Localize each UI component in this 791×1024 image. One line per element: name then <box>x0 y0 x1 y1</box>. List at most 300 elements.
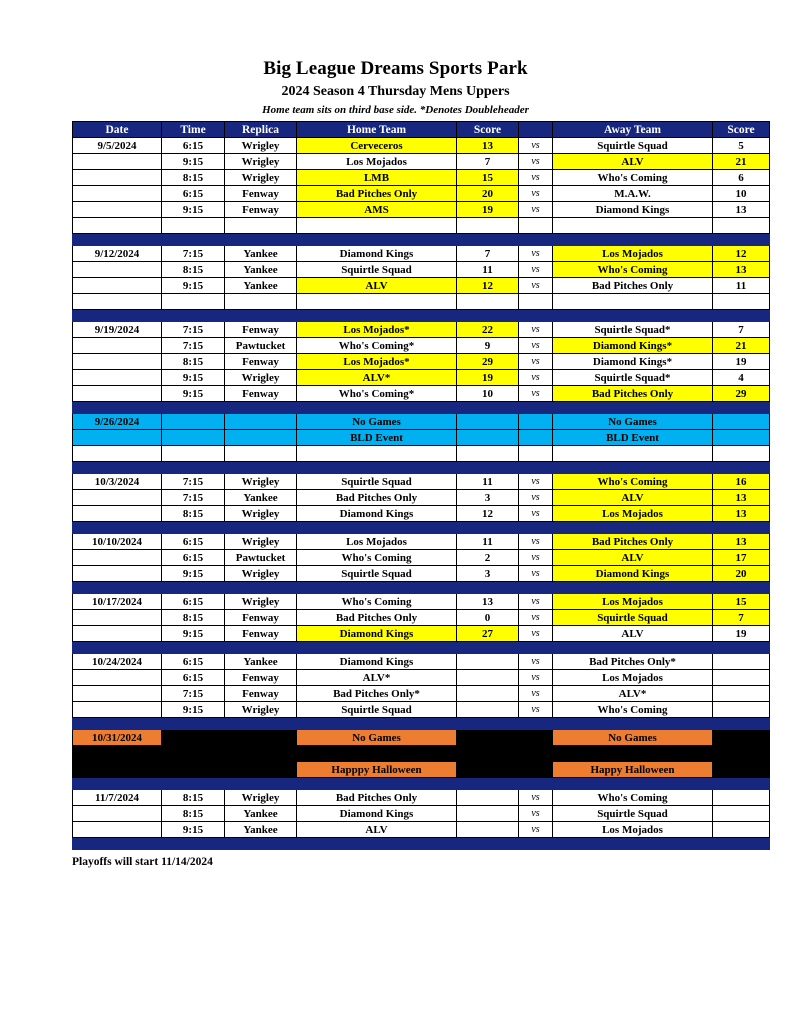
cell-replica: Pawtucket <box>225 550 297 566</box>
cell-home-score <box>457 806 519 822</box>
cell-away-team: Los Mojados <box>553 594 713 610</box>
table-row <box>73 278 770 294</box>
divider-cell <box>73 310 770 322</box>
cell-date <box>73 822 162 838</box>
cell-away-score: 11 <box>713 278 770 294</box>
header-row <box>73 122 770 138</box>
week-divider <box>73 642 770 654</box>
table-row <box>73 626 770 642</box>
page-note: Home team sits on third base side. *Denotes Doubleheader <box>262 104 529 116</box>
cell-vs: vs <box>519 154 553 170</box>
col-time: Time <box>162 122 225 138</box>
cell-time: 8:15 <box>162 506 225 522</box>
cell-home-score: 11 <box>457 534 519 550</box>
cell-away-score <box>713 414 770 430</box>
cell-home-score: 9 <box>457 338 519 354</box>
playoffs-note: Playoffs will start 11/14/2024 <box>72 856 213 868</box>
cell-away-team: Diamond Kings* <box>553 338 713 354</box>
cell-home-score <box>457 762 519 778</box>
cell-away-score <box>713 654 770 670</box>
spacer-cell <box>519 294 553 310</box>
week-divider <box>73 838 770 850</box>
table-row <box>73 654 770 670</box>
cell-home-score: 7 <box>457 154 519 170</box>
cell-away-score: 21 <box>713 338 770 354</box>
cell-replica: Fenway <box>225 686 297 702</box>
cell-away-score: 13 <box>713 202 770 218</box>
spacer-cell <box>519 446 553 462</box>
cell-home-team: Bad Pitches Only <box>297 490 457 506</box>
cell-time: 8:15 <box>162 170 225 186</box>
divider-cell <box>73 522 770 534</box>
cell-home-team: ALV <box>297 822 457 838</box>
week-divider <box>73 718 770 730</box>
cell-vs: vs <box>519 534 553 550</box>
spacer-cell <box>73 294 162 310</box>
cell-home-score: 13 <box>457 138 519 154</box>
cell-replica: Wrigley <box>225 594 297 610</box>
cell-time: 8:15 <box>162 610 225 626</box>
cell-away-team: No Games <box>553 414 713 430</box>
cell-date <box>73 566 162 582</box>
cell-date <box>73 670 162 686</box>
cell-time: 9:15 <box>162 202 225 218</box>
cell-time <box>162 414 225 430</box>
halloween-blank-cell <box>73 746 162 762</box>
cell-vs: vs <box>519 338 553 354</box>
cell-replica: Wrigley <box>225 154 297 170</box>
spacer-cell <box>553 218 713 234</box>
spacer-cell <box>713 294 770 310</box>
cell-home-score: 0 <box>457 610 519 626</box>
table-row <box>73 822 770 838</box>
col-home-score: Score <box>457 122 519 138</box>
table-row <box>73 594 770 610</box>
col-away-score: Score <box>713 122 770 138</box>
cell-home-team: Happpy Halloween <box>297 762 457 778</box>
cell-time: 7:15 <box>162 322 225 338</box>
cell-date: 10/24/2024 <box>73 654 162 670</box>
spacer-cell <box>162 218 225 234</box>
week-divider <box>73 778 770 790</box>
halloween-blank-cell <box>162 746 225 762</box>
cell-away-score: 5 <box>713 138 770 154</box>
cell-away-score: 7 <box>713 610 770 626</box>
cell-replica: Wrigley <box>225 790 297 806</box>
cell-home-score: 7 <box>457 246 519 262</box>
cell-away-score: 13 <box>713 534 770 550</box>
cell-vs: vs <box>519 138 553 154</box>
cell-vs: vs <box>519 322 553 338</box>
halloween-blank-cell <box>553 746 713 762</box>
cell-vs: vs <box>519 566 553 582</box>
halloween-row <box>73 730 770 746</box>
cell-replica: Wrigley <box>225 534 297 550</box>
spacer-cell <box>457 218 519 234</box>
cell-away-team: Diamond Kings <box>553 202 713 218</box>
cell-away-team: Happy Halloween <box>553 762 713 778</box>
cell-date: 9/5/2024 <box>73 138 162 154</box>
cell-away-team: BLD Event <box>553 430 713 446</box>
cell-date <box>73 610 162 626</box>
cell-time: 8:15 <box>162 790 225 806</box>
cell-away-score: 7 <box>713 322 770 338</box>
cell-home-score: 19 <box>457 370 519 386</box>
cell-away-team: Bad Pitches Only <box>553 534 713 550</box>
cell-date <box>73 762 162 778</box>
cell-away-team: Who's Coming <box>553 170 713 186</box>
divider-cell <box>73 402 770 414</box>
cell-away-score: 6 <box>713 170 770 186</box>
cell-date <box>73 490 162 506</box>
cell-replica: Fenway <box>225 202 297 218</box>
cell-home-team: Los Mojados <box>297 534 457 550</box>
cell-home-team: ALV* <box>297 670 457 686</box>
cell-date: 10/17/2024 <box>73 594 162 610</box>
cell-vs: vs <box>519 474 553 490</box>
cell-time: 6:15 <box>162 138 225 154</box>
divider-cell <box>73 838 770 850</box>
cell-time: 6:15 <box>162 534 225 550</box>
cell-time: 6:15 <box>162 550 225 566</box>
table-row <box>73 354 770 370</box>
spacer-cell <box>519 218 553 234</box>
spacer-cell <box>297 294 457 310</box>
cell-home-score <box>457 670 519 686</box>
cell-home-team: Bad Pitches Only <box>297 610 457 626</box>
spacer-cell <box>162 294 225 310</box>
halloween-blank-cell <box>457 746 519 762</box>
cell-home-team: Bad Pitches Only <box>297 186 457 202</box>
cell-replica: Fenway <box>225 626 297 642</box>
spacer-row <box>73 446 770 462</box>
cell-home-team: Squirtle Squad <box>297 566 457 582</box>
cell-date: 9/26/2024 <box>73 414 162 430</box>
cell-vs <box>519 762 553 778</box>
cell-away-score <box>713 806 770 822</box>
cell-home-score <box>457 822 519 838</box>
cell-away-score: 16 <box>713 474 770 490</box>
cell-home-team: Los Mojados <box>297 154 457 170</box>
cell-vs: vs <box>519 626 553 642</box>
cell-replica <box>225 762 297 778</box>
cell-replica: Wrigley <box>225 170 297 186</box>
cell-home-score: 27 <box>457 626 519 642</box>
cell-time: 8:15 <box>162 262 225 278</box>
cell-replica: Wrigley <box>225 566 297 582</box>
cell-home-team: Los Mojados* <box>297 322 457 338</box>
col-date: Date <box>73 122 162 138</box>
table-row <box>73 386 770 402</box>
cell-replica: Yankee <box>225 262 297 278</box>
cell-time: 7:15 <box>162 686 225 702</box>
cell-away-score <box>713 430 770 446</box>
cell-date <box>73 154 162 170</box>
cell-away-score: 13 <box>713 490 770 506</box>
spacer-cell <box>73 218 162 234</box>
cell-home-team: Who's Coming* <box>297 338 457 354</box>
cell-away-team: Bad Pitches Only <box>553 386 713 402</box>
spacer-row <box>73 218 770 234</box>
cell-date <box>73 806 162 822</box>
cell-away-team: Diamond Kings <box>553 566 713 582</box>
cell-away-team: Bad Pitches Only <box>553 278 713 294</box>
cell-vs: vs <box>519 386 553 402</box>
cell-replica <box>225 730 297 746</box>
cell-vs: vs <box>519 594 553 610</box>
spacer-cell <box>457 446 519 462</box>
cell-away-team: Who's Coming <box>553 262 713 278</box>
cell-replica: Pawtucket <box>225 338 297 354</box>
cell-replica: Wrigley <box>225 474 297 490</box>
spacer-row <box>73 294 770 310</box>
cell-date <box>73 430 162 446</box>
cell-away-team: Squirtle Squad <box>553 610 713 626</box>
cell-replica: Fenway <box>225 186 297 202</box>
cell-date <box>73 262 162 278</box>
cell-home-team: AMS <box>297 202 457 218</box>
page-title: Big League Dreams Sports Park <box>263 58 528 79</box>
table-row <box>73 338 770 354</box>
cell-home-score: 10 <box>457 386 519 402</box>
cell-away-score <box>713 762 770 778</box>
cell-home-team: Squirtle Squad <box>297 262 457 278</box>
cell-home-team: Diamond Kings <box>297 654 457 670</box>
cell-replica: Wrigley <box>225 702 297 718</box>
cell-time: 7:15 <box>162 338 225 354</box>
cell-replica: Yankee <box>225 278 297 294</box>
table-body <box>73 138 770 850</box>
cell-home-team: Diamond Kings <box>297 626 457 642</box>
cell-home-team: ALV* <box>297 370 457 386</box>
cell-home-score: 11 <box>457 262 519 278</box>
cell-away-score <box>713 790 770 806</box>
halloween-blank-cell <box>225 746 297 762</box>
cell-home-team: Squirtle Squad <box>297 474 457 490</box>
cell-home-team: Squirtle Squad <box>297 702 457 718</box>
divider-cell <box>73 234 770 246</box>
divider-cell <box>73 462 770 474</box>
cell-home-team: No Games <box>297 730 457 746</box>
spacer-cell <box>225 446 297 462</box>
cell-away-team: ALV <box>553 550 713 566</box>
cell-home-team: Who's Coming <box>297 550 457 566</box>
table-row <box>73 790 770 806</box>
cell-replica: Yankee <box>225 654 297 670</box>
cell-vs: vs <box>519 278 553 294</box>
cell-replica <box>225 430 297 446</box>
spacer-cell <box>162 446 225 462</box>
cell-vs: vs <box>519 686 553 702</box>
cell-time: 9:15 <box>162 154 225 170</box>
no-games-row <box>73 414 770 430</box>
cell-time: 7:15 <box>162 490 225 506</box>
divider-cell <box>73 718 770 730</box>
spacer-cell <box>457 294 519 310</box>
cell-date <box>73 386 162 402</box>
schedule-table <box>72 121 770 850</box>
cell-replica: Fenway <box>225 610 297 626</box>
week-divider <box>73 402 770 414</box>
cell-away-score: 20 <box>713 566 770 582</box>
cell-vs: vs <box>519 806 553 822</box>
spacer-cell <box>297 218 457 234</box>
cell-replica: Yankee <box>225 822 297 838</box>
table-row <box>73 490 770 506</box>
cell-time: 9:15 <box>162 566 225 582</box>
divider-cell <box>73 778 770 790</box>
cell-date: 9/12/2024 <box>73 246 162 262</box>
cell-vs <box>519 430 553 446</box>
cell-date: 9/19/2024 <box>73 322 162 338</box>
cell-away-score <box>713 822 770 838</box>
cell-away-score: 13 <box>713 506 770 522</box>
cell-vs: vs <box>519 370 553 386</box>
cell-time: 6:15 <box>162 654 225 670</box>
cell-home-score <box>457 730 519 746</box>
no-games-row <box>73 430 770 446</box>
cell-away-score: 21 <box>713 154 770 170</box>
cell-vs: vs <box>519 702 553 718</box>
cell-replica: Wrigley <box>225 506 297 522</box>
table-row <box>73 506 770 522</box>
spacer-cell <box>225 294 297 310</box>
cell-vs <box>519 730 553 746</box>
cell-home-score: 20 <box>457 186 519 202</box>
table-row <box>73 566 770 582</box>
cell-away-team: Squirtle Squad <box>553 806 713 822</box>
spacer-cell <box>553 446 713 462</box>
spacer-cell <box>225 218 297 234</box>
week-divider <box>73 462 770 474</box>
cell-replica: Fenway <box>225 386 297 402</box>
spacer-cell <box>713 446 770 462</box>
cell-time <box>162 762 225 778</box>
table-row <box>73 138 770 154</box>
cell-replica: Yankee <box>225 490 297 506</box>
table-row <box>73 202 770 218</box>
cell-vs: vs <box>519 490 553 506</box>
cell-away-team: Who's Coming <box>553 790 713 806</box>
cell-date: 10/10/2024 <box>73 534 162 550</box>
cell-home-team: Who's Coming* <box>297 386 457 402</box>
cell-replica: Fenway <box>225 322 297 338</box>
cell-home-score <box>457 702 519 718</box>
table-row <box>73 474 770 490</box>
spacer-cell <box>713 218 770 234</box>
cell-away-score <box>713 670 770 686</box>
cell-away-score: 29 <box>713 386 770 402</box>
cell-date <box>73 278 162 294</box>
spacer-cell <box>553 294 713 310</box>
cell-date <box>73 550 162 566</box>
cell-home-score: 12 <box>457 506 519 522</box>
table-row <box>73 610 770 626</box>
page-subtitle: 2024 Season 4 Thursday Mens Uppers <box>281 84 510 99</box>
cell-home-team: Diamond Kings <box>297 506 457 522</box>
cell-home-score: 22 <box>457 322 519 338</box>
cell-home-team: LMB <box>297 170 457 186</box>
halloween-row <box>73 762 770 778</box>
table-row <box>73 262 770 278</box>
cell-vs: vs <box>519 186 553 202</box>
cell-home-team: Los Mojados* <box>297 354 457 370</box>
cell-home-team: Diamond Kings <box>297 246 457 262</box>
cell-replica: Wrigley <box>225 370 297 386</box>
table-row <box>73 246 770 262</box>
cell-away-score: 4 <box>713 370 770 386</box>
cell-home-score <box>457 790 519 806</box>
cell-away-score: 10 <box>713 186 770 202</box>
cell-date <box>73 338 162 354</box>
cell-time: 9:15 <box>162 278 225 294</box>
cell-date <box>73 702 162 718</box>
cell-home-score: 2 <box>457 550 519 566</box>
cell-away-team: Squirtle Squad* <box>553 370 713 386</box>
cell-away-score: 17 <box>713 550 770 566</box>
cell-home-score <box>457 414 519 430</box>
cell-date <box>73 506 162 522</box>
cell-replica: Fenway <box>225 354 297 370</box>
week-divider <box>73 522 770 534</box>
cell-time: 9:15 <box>162 626 225 642</box>
cell-date <box>73 370 162 386</box>
cell-home-team: Diamond Kings <box>297 806 457 822</box>
cell-home-score: 3 <box>457 490 519 506</box>
cell-time <box>162 730 225 746</box>
cell-away-team: Bad Pitches Only* <box>553 654 713 670</box>
cell-home-team: ALV <box>297 278 457 294</box>
cell-away-team: Who's Coming <box>553 702 713 718</box>
table-row <box>73 534 770 550</box>
cell-time: 9:15 <box>162 702 225 718</box>
table-row <box>73 686 770 702</box>
halloween-blank-row <box>73 746 770 762</box>
cell-away-team: No Games <box>553 730 713 746</box>
cell-time: 9:15 <box>162 822 225 838</box>
cell-date: 10/31/2024 <box>73 730 162 746</box>
cell-home-score: 12 <box>457 278 519 294</box>
cell-home-score: 29 <box>457 354 519 370</box>
cell-away-score: 19 <box>713 354 770 370</box>
col-away-team: Away Team <box>553 122 713 138</box>
cell-vs: vs <box>519 170 553 186</box>
cell-away-team: Los Mojados <box>553 506 713 522</box>
cell-vs: vs <box>519 610 553 626</box>
table-row <box>73 550 770 566</box>
halloween-blank-cell <box>713 746 770 762</box>
cell-home-score: 13 <box>457 594 519 610</box>
table-row <box>73 806 770 822</box>
cell-away-score <box>713 702 770 718</box>
cell-home-team: Bad Pitches Only* <box>297 686 457 702</box>
cell-home-score: 19 <box>457 202 519 218</box>
week-divider <box>73 582 770 594</box>
cell-away-team: Diamond Kings* <box>553 354 713 370</box>
cell-home-team: Cerveceros <box>297 138 457 154</box>
cell-away-team: Los Mojados <box>553 822 713 838</box>
cell-time <box>162 430 225 446</box>
halloween-blank-cell <box>297 746 457 762</box>
cell-replica: Yankee <box>225 806 297 822</box>
cell-date: 11/7/2024 <box>73 790 162 806</box>
cell-away-team: ALV <box>553 154 713 170</box>
cell-away-score: 12 <box>713 246 770 262</box>
cell-time: 7:15 <box>162 474 225 490</box>
spacer-cell <box>297 446 457 462</box>
col-home-team: Home Team <box>297 122 457 138</box>
cell-time: 7:15 <box>162 246 225 262</box>
